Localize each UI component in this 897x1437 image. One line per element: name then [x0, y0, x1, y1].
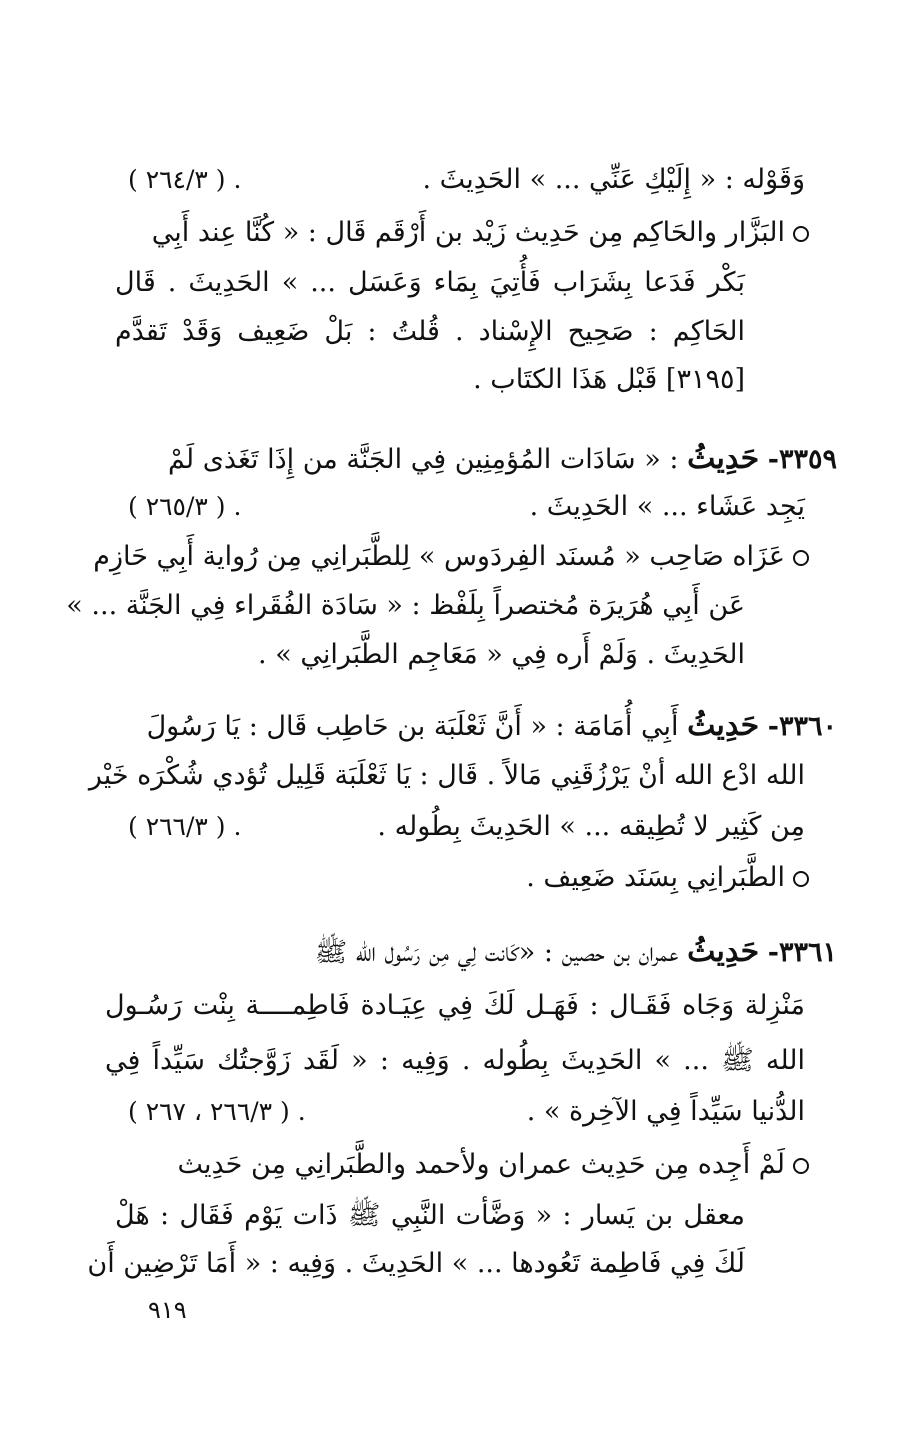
volume-page-reference	[128, 1090, 306, 1134]
hadith-keyword: حَدِيثُ	[687, 708, 760, 743]
line-text: الله ادْع الله أنْ يَرْزُقَنِي مَالاً . قَال : يَا ثَعْلَبَة قَلِيل تُؤدي شُكْرَه خَيْر	[88, 760, 805, 791]
text-line	[88, 754, 805, 798]
hadith-heading-line	[97, 437, 837, 481]
text-line	[105, 1039, 805, 1083]
text-line	[105, 984, 805, 1028]
line-text: عمران بن حصين : «كَانت لِي مِن رَسُول الله ﷺ	[314, 937, 679, 968]
text-line	[115, 633, 745, 677]
text-line	[115, 1194, 745, 1238]
line-text: البَزَّار والحَاكِم مِن حَدِيث زَيْد بن أَرْقَم قَال : « كُنَّا عِند أَبِي	[151, 217, 785, 248]
line-text: مِن كَثِير لا تُطِيقه ... » الحَدِيثَ بِطُوله .	[377, 811, 805, 842]
text-line	[377, 805, 805, 849]
line-text: عَزَاه صَاحِب « مُسنَد الفِردَوس » لِلطَّبَرانِي مِن رُواية أَبِي حَازِم	[93, 541, 785, 572]
line-text: لَكَ فِي فَاطِمة تَعُودها ... » الحَدِيثَ . وَفِيه : « أَمَا تَرْضِين أَن	[87, 1248, 745, 1279]
line-text: لَمْ أَجِده مِن حَدِيث عمران ولأحمد والطَّبَرانِي مِن حَدِيث	[177, 1149, 785, 1180]
line-text: معقل بن يَسار : « وَضَّأت النَّبِي ﷺ ذَات يَوْم فَقَال : هَلْ	[115, 1200, 745, 1231]
text-line	[115, 358, 745, 402]
hadith-number: ٣٣٥٩-	[767, 444, 837, 475]
text-line	[119, 1143, 809, 1187]
hadith-number: ٣٣٦١-	[767, 937, 837, 968]
line-text: بَكْر فَدَعا بِشَرَاب فَأُتِيَ بِمَاء وَعَسَل ... » الحَدِيثَ . قَال	[115, 267, 745, 298]
line-text: [٣١٩٥] قَبْل هَذَا الكتَاب .	[473, 364, 745, 395]
line-text: أَبِي أُمَامَة : « أَنَّ ثَعْلَبَة بن حَاطِب قَال : يَا رَسُولَ	[146, 711, 679, 742]
text-line	[115, 261, 745, 305]
line-text: الحَدِيثَ . وَلَمْ أَره فِي « مَعَاجِم الطَّبَرانِي » .	[258, 639, 745, 670]
circle-bullet-icon	[793, 550, 809, 566]
line-text: يَجِد عَشَاء ... » الحَدِيثَ .	[529, 491, 805, 522]
text-line	[93, 535, 809, 579]
reference-text: ( ٢٦٦/٣ ) .	[128, 812, 242, 841]
line-text: وَقَوْله : « إِلَيْكِ عَنِّي ... » الحَدِيثَ .	[422, 164, 805, 195]
reference-text: ( ٢٦٥/٣ ) .	[128, 492, 242, 521]
reference-text: ( ٢٦٦/٣ ، ٢٦٧ ) .	[128, 1097, 306, 1126]
circle-bullet-icon	[793, 1158, 809, 1174]
line-text: : « سَادَات المُؤمِنِين فِي الجَنَّة من إِذَا تَغَذى لَمْ	[167, 444, 679, 475]
page-number: ٩١٩	[148, 1296, 187, 1324]
circle-bullet-icon	[793, 226, 809, 242]
text-line	[115, 310, 745, 354]
text-line	[405, 158, 805, 202]
line-text: عَن أَبِي هُرَيرَة مُختصراً بِلَفْظ : « سَادَة الفُقَراء فِي الجَنَّة ... »	[66, 590, 745, 621]
line-text: الدُّنيا سَيِّداً فِي الآخِرة » .	[526, 1096, 805, 1127]
text-line	[405, 485, 805, 529]
volume-page-reference	[128, 805, 241, 849]
volume-page-reference	[128, 158, 241, 202]
line-text: الحَاكِم : صَحِيح الإِسْناد . قُلتُ : بَلْ ضَعِيف وَقَدْ تَقدَّم	[115, 316, 745, 347]
hadith-heading-line	[97, 930, 837, 974]
text-line	[119, 211, 809, 255]
hadith-number: ٣٣٦٠-	[767, 711, 837, 742]
text-line	[119, 856, 809, 900]
reference-text: ( ٢٦٤/٣ ) .	[128, 165, 242, 194]
hadith-keyword: حَدِيثُ	[687, 934, 760, 969]
circle-bullet-icon	[793, 871, 809, 887]
line-text: الطَّبَرانِي بِسَنَد ضَعِيف .	[526, 862, 785, 893]
text-line	[66, 584, 745, 628]
line-text: الله ﷺ ... » الحَدِيثَ بِطُوله . وَفِيه : « لَقَد زَوَّجتُك سَيِّداً فِي	[105, 1045, 805, 1076]
text-line	[405, 1090, 805, 1134]
text-line	[87, 1242, 745, 1286]
volume-page-reference	[128, 485, 241, 529]
hadith-heading-line	[97, 704, 837, 748]
line-text: مَنْزِلة وَجَاه فَقَـال : فَهَـل لَكَ فِي عِيَـادة فَاطِمــــة بِنْت رَسُـول	[105, 990, 805, 1021]
hadith-keyword: حَدِيثُ	[687, 441, 760, 476]
